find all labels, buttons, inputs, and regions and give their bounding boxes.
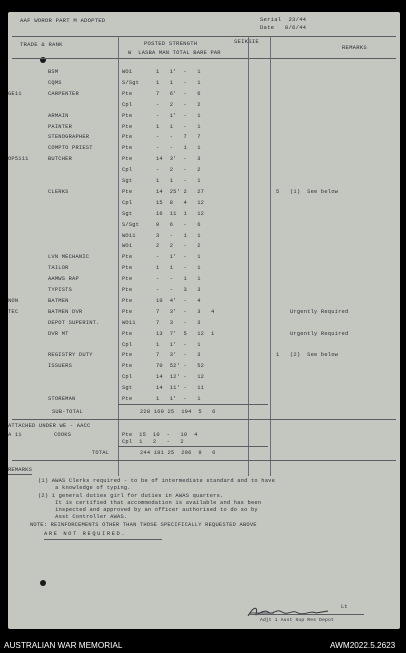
row-extra: 1 (276, 352, 280, 359)
row-rank: Pte (122, 396, 133, 402)
row-rank: Pte (122, 265, 133, 272)
row-rank: Cpl (122, 199, 133, 206)
column-divider (270, 36, 271, 476)
row-remarks: (2) See below (290, 352, 339, 359)
row-values: 14 11' - 11 (156, 385, 205, 392)
row-rank: Pte (122, 254, 133, 261)
row-section: NON (8, 297, 19, 304)
row-trade: STOREMAN (48, 396, 76, 402)
column-posted-strength: POSTED STRENGTH (144, 40, 198, 47)
remarks-underline (8, 474, 32, 475)
document-page (8, 12, 400, 629)
row-values: 1 1 - 1 (156, 265, 201, 272)
attached-label: ATTACHED UNDER WE - AACC (8, 423, 91, 429)
archive-footer (0, 639, 406, 653)
row-values: 1 1' - 1 (156, 396, 201, 402)
document-date: Date 8/6/44 (260, 24, 307, 31)
row-trade: ARMAIN (48, 112, 69, 119)
row-rank: Pte (122, 352, 133, 359)
total-rule (118, 446, 268, 447)
row-rank: Pte (122, 156, 133, 163)
section-rule (12, 460, 396, 461)
row-trade: BUTCHER (48, 156, 73, 163)
row-trade: PAINTER (48, 123, 73, 130)
row-rank: WO11 (122, 319, 136, 326)
row-trade: CLERKS (48, 188, 69, 195)
attached-section: A 11 (8, 432, 22, 438)
row-rank: WO11 (122, 232, 136, 239)
row-rank: Pte (122, 330, 133, 337)
row-values: 7 3' - 3 4 (156, 308, 215, 315)
column-extra: SEIKSIE (234, 38, 259, 45)
row-trade: CQMS (48, 79, 62, 86)
row-remarks: (1) See below (290, 188, 339, 195)
row-trade: DEPOT SUPERINT. (48, 319, 100, 326)
row-values: 1 1 - 1 (156, 178, 201, 184)
column-divider (248, 36, 249, 476)
row-values: 1 1 - 1 (156, 123, 201, 130)
row-rank: Pte (122, 112, 133, 119)
note-line: NOTE: REINFORCEMENTS OTHER THAN THOSE SPECIFICALLY REQUESTED ABOVE (30, 522, 257, 528)
row-rank: Pte (122, 287, 133, 293)
row-values: - 2 - 2 (156, 167, 201, 174)
subtotal-rule (118, 404, 268, 405)
column-trade-rank: TRADE & RANK (20, 41, 63, 48)
row-rank: WO1 (122, 69, 133, 75)
row-rank: Sgt (122, 385, 133, 392)
subtotal-label: SUB-TOTAL (52, 409, 83, 415)
row-values: 70 52' - 52 (156, 363, 205, 370)
row-rank: Pte (122, 188, 133, 195)
column-remarks: REMARKS (342, 44, 367, 51)
row-trade: REGISTRY DUTY (48, 352, 93, 359)
row-rank: S/Sgt (122, 79, 140, 86)
attached-row-cpl: Cpl 1 2 - 2 (122, 439, 184, 445)
row-section: TEC (8, 308, 19, 315)
row-values: 7 6' - 6 (156, 90, 201, 97)
row-trade: COMPTO PRIEST (48, 145, 93, 152)
total-values: 244 181 25 206 9 6 (140, 450, 216, 456)
row-rank: Pte (122, 123, 133, 130)
row-remarks: Urgently Required (290, 330, 349, 337)
signature-marker: Lt (341, 604, 348, 610)
row-values: 15 8 4 12 (156, 199, 205, 206)
row-values: - - 1 1 (156, 145, 201, 152)
row-values: 2 2 - 2 (156, 243, 201, 250)
note-line-emphasis: ARE NOT REQUIRED. (44, 531, 127, 537)
column-subheadings: W LASBA MAN TOTAL BARE PAR (128, 50, 221, 56)
row-trade: BATMEN DVR (48, 308, 83, 315)
row-values: 1 1' - 1 (156, 69, 201, 75)
total-label: TOTAL (92, 450, 110, 456)
document-title: AAF WOROR PART M ADOPTED (20, 17, 106, 24)
row-values: 1 1 - 1 (156, 79, 201, 86)
row-section: GE11 (8, 90, 22, 97)
row-rank: Cpl (122, 341, 133, 348)
row-values: 14 12' - 12 (156, 374, 205, 381)
column-divider (118, 36, 119, 476)
row-values: 10 4' - 4 (156, 297, 201, 304)
punch-hole (40, 580, 46, 586)
row-rank: S/Sgt (122, 221, 140, 228)
remark-line: (2) 1 general duties girl for duties in AWAS quarters. (38, 493, 224, 499)
row-extra: 5 (276, 188, 280, 195)
row-trade: STENOGRAPHER (48, 134, 90, 141)
row-rank: WO1 (122, 243, 133, 250)
row-values: 1 1' - 1 (156, 341, 201, 348)
row-rank: Pte (122, 134, 133, 141)
row-section: OP5111 (8, 156, 29, 163)
footer-institution: AUSTRALIAN WAR MEMORIAL (4, 641, 123, 650)
row-rank: Cpl (122, 101, 133, 108)
remarks-heading: REMARKS (8, 467, 33, 473)
remark-line: inspected and approved by an officer authorised to do so by (38, 507, 258, 513)
signature-rule (248, 614, 364, 615)
section-rule (12, 419, 396, 420)
header-rule (12, 36, 396, 37)
row-trade: TAILOR (48, 265, 69, 272)
row-remarks: Urgently Required (290, 308, 349, 315)
remark-line: Asst Controller AWAS. (38, 514, 128, 520)
row-trade: CARPENTER (48, 90, 79, 97)
footer-accession-number: AWM2022.5.2623 (330, 641, 396, 650)
row-values: 14 25' 2 27 (156, 188, 205, 195)
row-values: 7 3' - 3 (156, 352, 201, 359)
row-values: 7 3 - 3 (156, 319, 201, 326)
row-values: - - 1 1 (156, 276, 201, 283)
row-rank: Sgt (122, 210, 133, 217)
subtotal-values: 228 169 25 194 5 6 (140, 409, 216, 415)
attached-trade: COOKS (54, 432, 72, 438)
row-values: - 2 - 2 (156, 101, 201, 108)
row-trade: BATMEN (48, 297, 69, 304)
row-rank: Pte (122, 297, 133, 304)
remark-line: (1) AWAS Clerks required - to be of intermediate standard and to have (38, 478, 276, 484)
row-trade: LVN MECHANIC (48, 254, 90, 261)
row-trade: BSM (48, 69, 59, 75)
row-rank: Pte (122, 276, 133, 283)
row-rank: Cpl (122, 167, 133, 174)
signature-stamp: Adjt 1 Aust Sup Res Depot (260, 618, 334, 623)
header-rule (12, 58, 396, 59)
row-values: - 1' - 1 (156, 254, 201, 261)
attached-row-pte: Pte 15 10 - 10 4 (122, 432, 198, 438)
row-rank: Pte (122, 90, 133, 97)
row-values: 9 6 - 6 (156, 221, 201, 228)
row-rank: Cpl (122, 374, 133, 381)
row-rank: Pte (122, 308, 133, 315)
row-values: 3 - 1 1 (156, 232, 201, 239)
row-rank: Pte (122, 363, 133, 370)
remark-line: It is certified that accommodation is available and has been (38, 500, 262, 506)
row-values: - 1' - 1 (156, 112, 201, 119)
row-values: 13 7' 5 12 1 (156, 330, 215, 337)
row-values: 16 11 1 12 (156, 210, 205, 217)
serial-number: Serial 23/44 (260, 16, 307, 23)
row-trade: AAMWS RAP (48, 276, 79, 283)
row-values: - - 3 3 (156, 287, 201, 293)
row-trade: DVR MT (48, 330, 69, 337)
remark-line: a knowledge of typing. (38, 485, 131, 491)
row-trade: TYPISTS (48, 287, 73, 293)
row-values: - - 7 7 (156, 134, 201, 141)
row-rank: Sgt (122, 178, 133, 184)
row-trade: ISSUERS (48, 363, 73, 370)
row-rank: Pte (122, 145, 133, 152)
row-values: 14 3' - 3 (156, 156, 201, 163)
note-underline (44, 539, 162, 540)
